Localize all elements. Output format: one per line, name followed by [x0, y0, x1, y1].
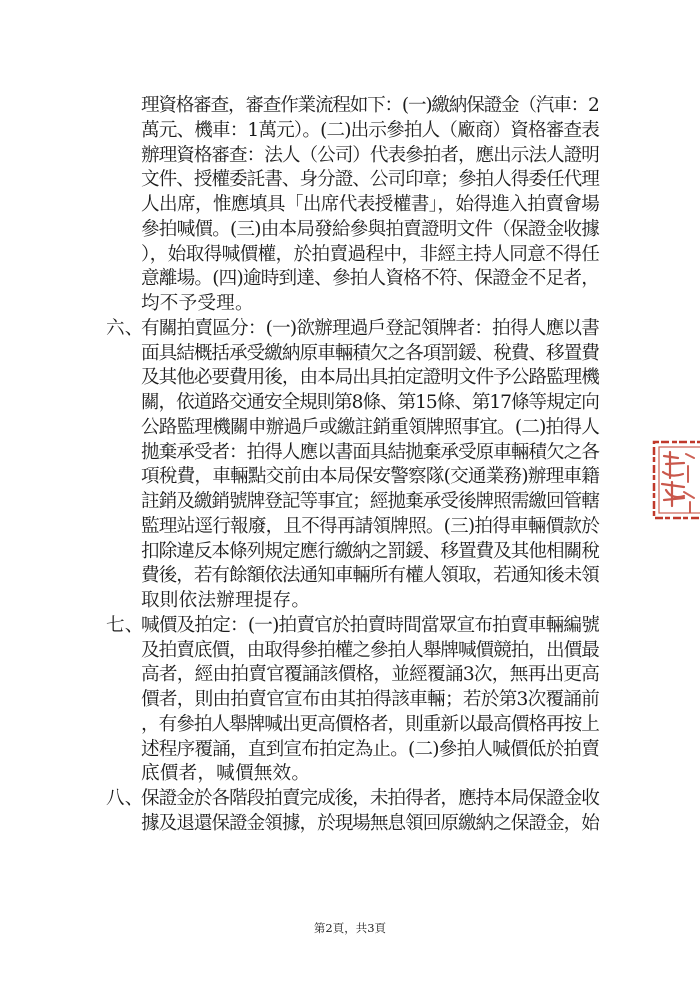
line-text: 關，依道路交通安全規則第8條、第15條、第17條等規定向: [141, 392, 599, 413]
line-text: 公路監理機關申辦過戶或繳註銷重領牌照事宜。(二)拍得人: [141, 416, 599, 438]
line-text: 萬元、機車：1萬元）。(二)出示參拍人（廠商）資格審查表: [141, 119, 599, 141]
section-number: 六、: [106, 317, 144, 339]
line-text: ，有參拍人舉牌喊出更高價格者，則重新以最高價格再按上: [141, 713, 599, 735]
line-text: 文件、授權委託書、身分證、公司印章；參拍人得委任代理: [141, 169, 599, 191]
line-text: 及其他必要費用後，由本局出具拍定證明文件予公路監理機: [141, 367, 599, 389]
line-text: 面具結概括承受繳納原車輛積欠之各項罰鍰、稅費、移置費: [141, 342, 599, 364]
line-text: 高者，經由拍賣官覆誦該價格，並經覆誦3次，無再出更高: [141, 664, 600, 686]
line-text: 取則依法辦理提存。: [141, 590, 311, 611]
line-text: 底價者，喊價無效。: [141, 763, 311, 785]
red-seal-stamp: [648, 438, 700, 522]
line-text: 喊價及拍定：(一)拍賣官於拍賣時間當眾宣布拍賣車輛編號: [141, 614, 599, 636]
section-number: 八、: [106, 788, 144, 809]
line-text: 意離場。(四)逾時到達、參拍人資格不符、保證金不足者，: [141, 268, 599, 290]
line-text: 理資格審查，審查作業流程如下：(一)繳納保證金（汽車：2: [141, 95, 599, 116]
page-footer: 第2頁，共3頁: [313, 921, 387, 935]
line-text: 項稅費，車輛點交前由本局保安警察隊(交通業務)辦理車籍: [141, 466, 599, 488]
line-text: 價者，則由拍賣官宣布由其拍得該車輛；若於第3次覆誦前: [141, 689, 600, 710]
line-text: 保證金於各階段拍賣完成後，未拍得者，應持本局保證金收: [141, 788, 599, 809]
line-text: 參拍喊價。(三)由本局發給參與拍賣證明文件（保證金收據: [141, 218, 599, 240]
line-text: 述程序覆誦，直到宣布拍定為止。(二)參拍人喊價低於拍賣: [141, 738, 599, 760]
line-text: 監理站逕行報廢，且不得再請領牌照。(三)拍得車輛價款於: [141, 515, 599, 537]
line-text: 人出席，惟應填具「出席代表授權書」，始得進入拍賣會場: [141, 194, 600, 215]
line-text: ），始取得喊價權，於拍賣過程中，非經主持人同意不得任: [141, 243, 600, 265]
line-text: 拋棄承受者：拍得人應以書面具結拋棄承受原車輛積欠之各: [141, 441, 599, 463]
line-text: 辦理資格審查：法人（公司）代表參拍者，應出示法人證明: [141, 144, 599, 166]
section-number: 七、: [106, 614, 144, 636]
line-text: 有關拍賣區分：(一)欲辦理過戶登記領牌者：拍得人應以書: [141, 317, 599, 339]
line-text: 均不予受理。: [141, 293, 254, 314]
line-text: 扣除違反本條列規定應行繳納之罰鍰、移置費及其他相關稅: [141, 540, 599, 562]
line-text: 據及退還保證金領據，於現場無息領回原繳納之保證金，始: [141, 812, 599, 834]
line-text: 及拍賣底價，由取得參拍權之參拍人舉牌喊價競拍，出價最: [141, 639, 599, 661]
line-text: 註銷及繳銷號牌登記等事宜；經拋棄承受後牌照需繳回管轄: [141, 491, 599, 512]
line-text: 費後，若有餘額依法通知車輛所有權人領取，若通知後未領: [141, 565, 599, 587]
